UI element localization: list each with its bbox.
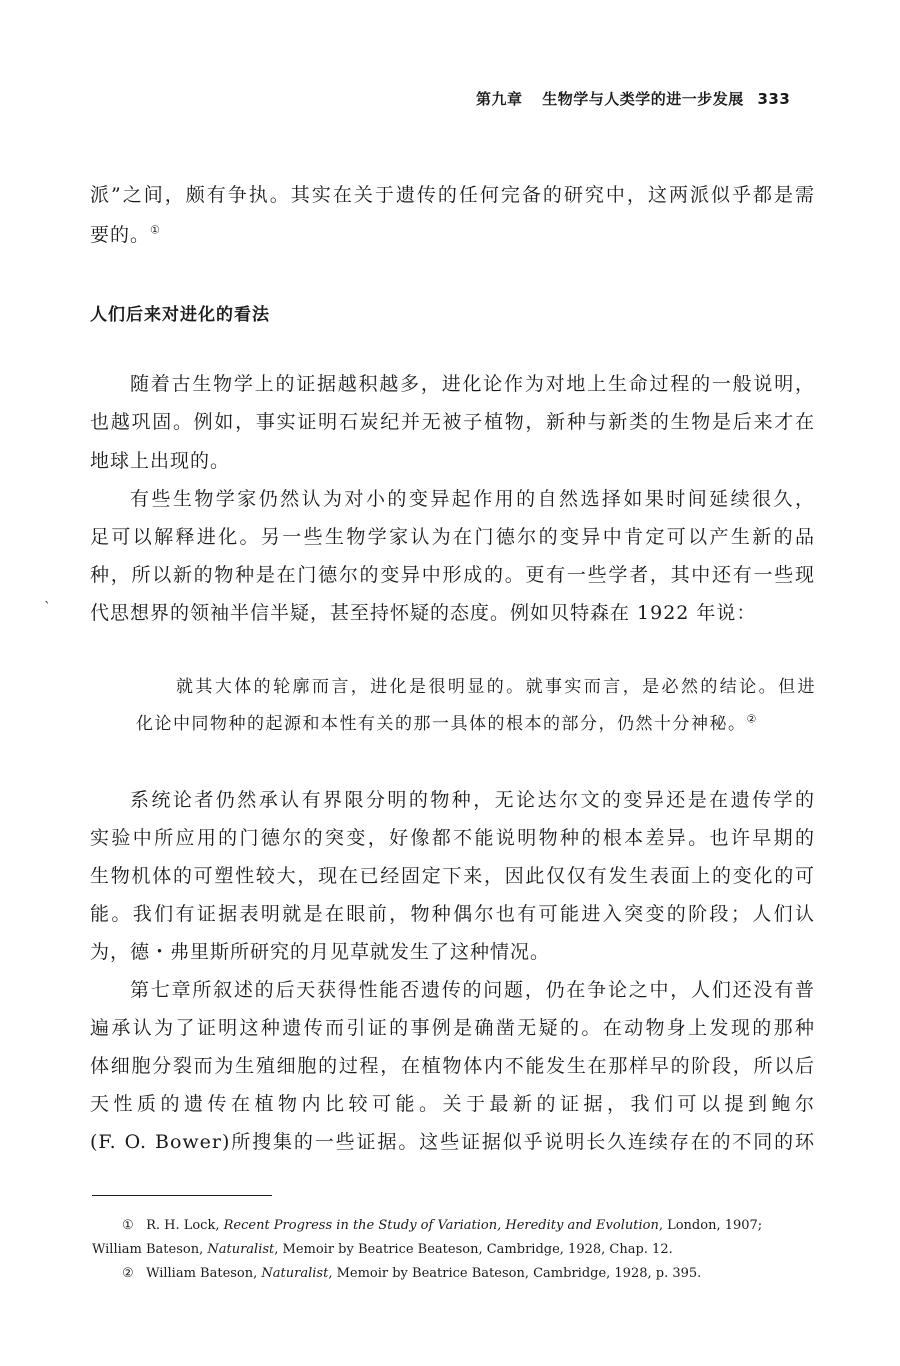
footnote-2-title: Naturalist — [261, 1266, 329, 1281]
section-heading: 人们后来对进化的看法 — [90, 305, 270, 325]
running-head — [476, 88, 806, 109]
para3-line-3: 生物机体的可塑性较大，现在已经固定下来，因此仅仅有发生表面上的变化的可 — [90, 865, 815, 887]
footnote-1-author: R. H. Lock, — [146, 1218, 220, 1233]
para1-line-2: 也越巩固。例如，事实证明石炭纪并无被子植物，新种与新类的生物是后来才在 — [90, 411, 815, 433]
para1-line-3: 地球上出现的。 — [90, 450, 231, 472]
para3-line-5: 为，德・弗里斯所研究的月见草就发生了这种情况。 — [90, 941, 551, 963]
para1-line-1: 随着古生物学上的证据越积越多，进化论作为对地上生命过程的一般说明， — [130, 373, 815, 395]
chapter-title: 生物学与人类学的进一步发展 — [542, 90, 744, 108]
para3-line-2: 实验中所应用的门德尔的突变，好像都不能说明物种的根本差异。也许早期的 — [90, 827, 815, 849]
footnote-1-line2-title: Naturalist — [207, 1242, 275, 1257]
page-number: 333 — [757, 90, 791, 108]
footnote-1-line2-author: William Bateson, — [92, 1242, 204, 1257]
footnote-1-title: Recent Progress in the Study of Variation, Heredity and Evolution — [223, 1218, 659, 1233]
quote-line-2 — [136, 713, 758, 735]
top-para-line-2 — [90, 223, 815, 247]
footnote-divider — [92, 1195, 272, 1196]
top-para-text: 要的。 — [90, 224, 151, 246]
para2-line-2: 足可以解释进化。另一些生物学家认为在门德尔的变异中肯定可以产生新的品 — [90, 526, 815, 548]
para2-line-3: 种，所以新的物种是在门德尔的变异中形成的。更有一些学者，其中还有一些现 — [90, 564, 815, 586]
footnote-2-author: William Bateson, — [146, 1266, 258, 1281]
footnote-1-line2-rest: , Memoir by Beatrice Beateson, Cambridge, 1928, Chap. 12. — [274, 1242, 673, 1257]
para2-line-1: 有些生物学家仍然认为对小的变异起作用的自然选择如果时间延续很久， — [130, 488, 815, 510]
chapter-label: 第九章 — [476, 90, 523, 108]
footnote-1 — [122, 1218, 762, 1234]
para4-line-2: 遍承认为了证明这种遗传而引证的事例是确凿无疑的。在动物身上发现的那种 — [90, 1017, 815, 1039]
footnote-1-line-2 — [92, 1242, 673, 1258]
footnote-ref-1: ① — [150, 223, 161, 237]
para4-line-1: 第七章所叙述的后天获得性能否遗传的问题，仍在争论之中，人们还没有普 — [130, 979, 815, 1001]
para3-line-1: 系统论者仍然承认有界限分明的物种，无论达尔文的变异还是在遗传学的 — [130, 789, 815, 811]
para2-line-4: 代思想界的领袖半信半疑，甚至持怀疑的态度。例如贝特森在 1922 年说： — [90, 602, 757, 624]
quote-text: 化论中同物种的起源和本性有关的那一具体的根本的部分，仍然十分神秘。 — [136, 714, 747, 734]
footnote-1-rest: , London, 1907; — [658, 1218, 763, 1233]
margin-mark: ` — [44, 600, 51, 616]
top-para-line-1: 派”之间，颇有争执。其实在关于遗传的任何完备的研究中，这两派似乎都是需 — [90, 184, 815, 206]
footnote-1-mark: ① — [122, 1218, 134, 1233]
footnote-2-rest: , Memoir by Beatrice Bateson, Cambridge, 1928, p. 395. — [328, 1266, 702, 1281]
footnote-2-mark: ② — [122, 1266, 134, 1281]
para3-line-4: 能。我们有证据表明就是在眼前，物种偶尔也有可能进入突变的阶段；人们认 — [90, 903, 815, 925]
footnote-ref-2: ② — [746, 712, 758, 726]
para4-line-4: 天性质的遗传在植物内比较可能。关于最新的证据，我们可以提到鲍尔 — [90, 1093, 815, 1115]
footnote-2 — [122, 1266, 701, 1282]
para4-line-5: (F. O. Bower)所搜集的一些证据。这些证据似乎说明长久连续存在的不同的环 — [90, 1131, 815, 1153]
quote-line-1: 就其大体的轮廓而言，进化是很明显的。就事实而言，是必然的结论。但进 — [176, 677, 816, 697]
para4-line-3: 体细胞分裂而为生殖细胞的过程，在植物体内不能发生在那样早的阶段，所以后 — [90, 1055, 815, 1077]
